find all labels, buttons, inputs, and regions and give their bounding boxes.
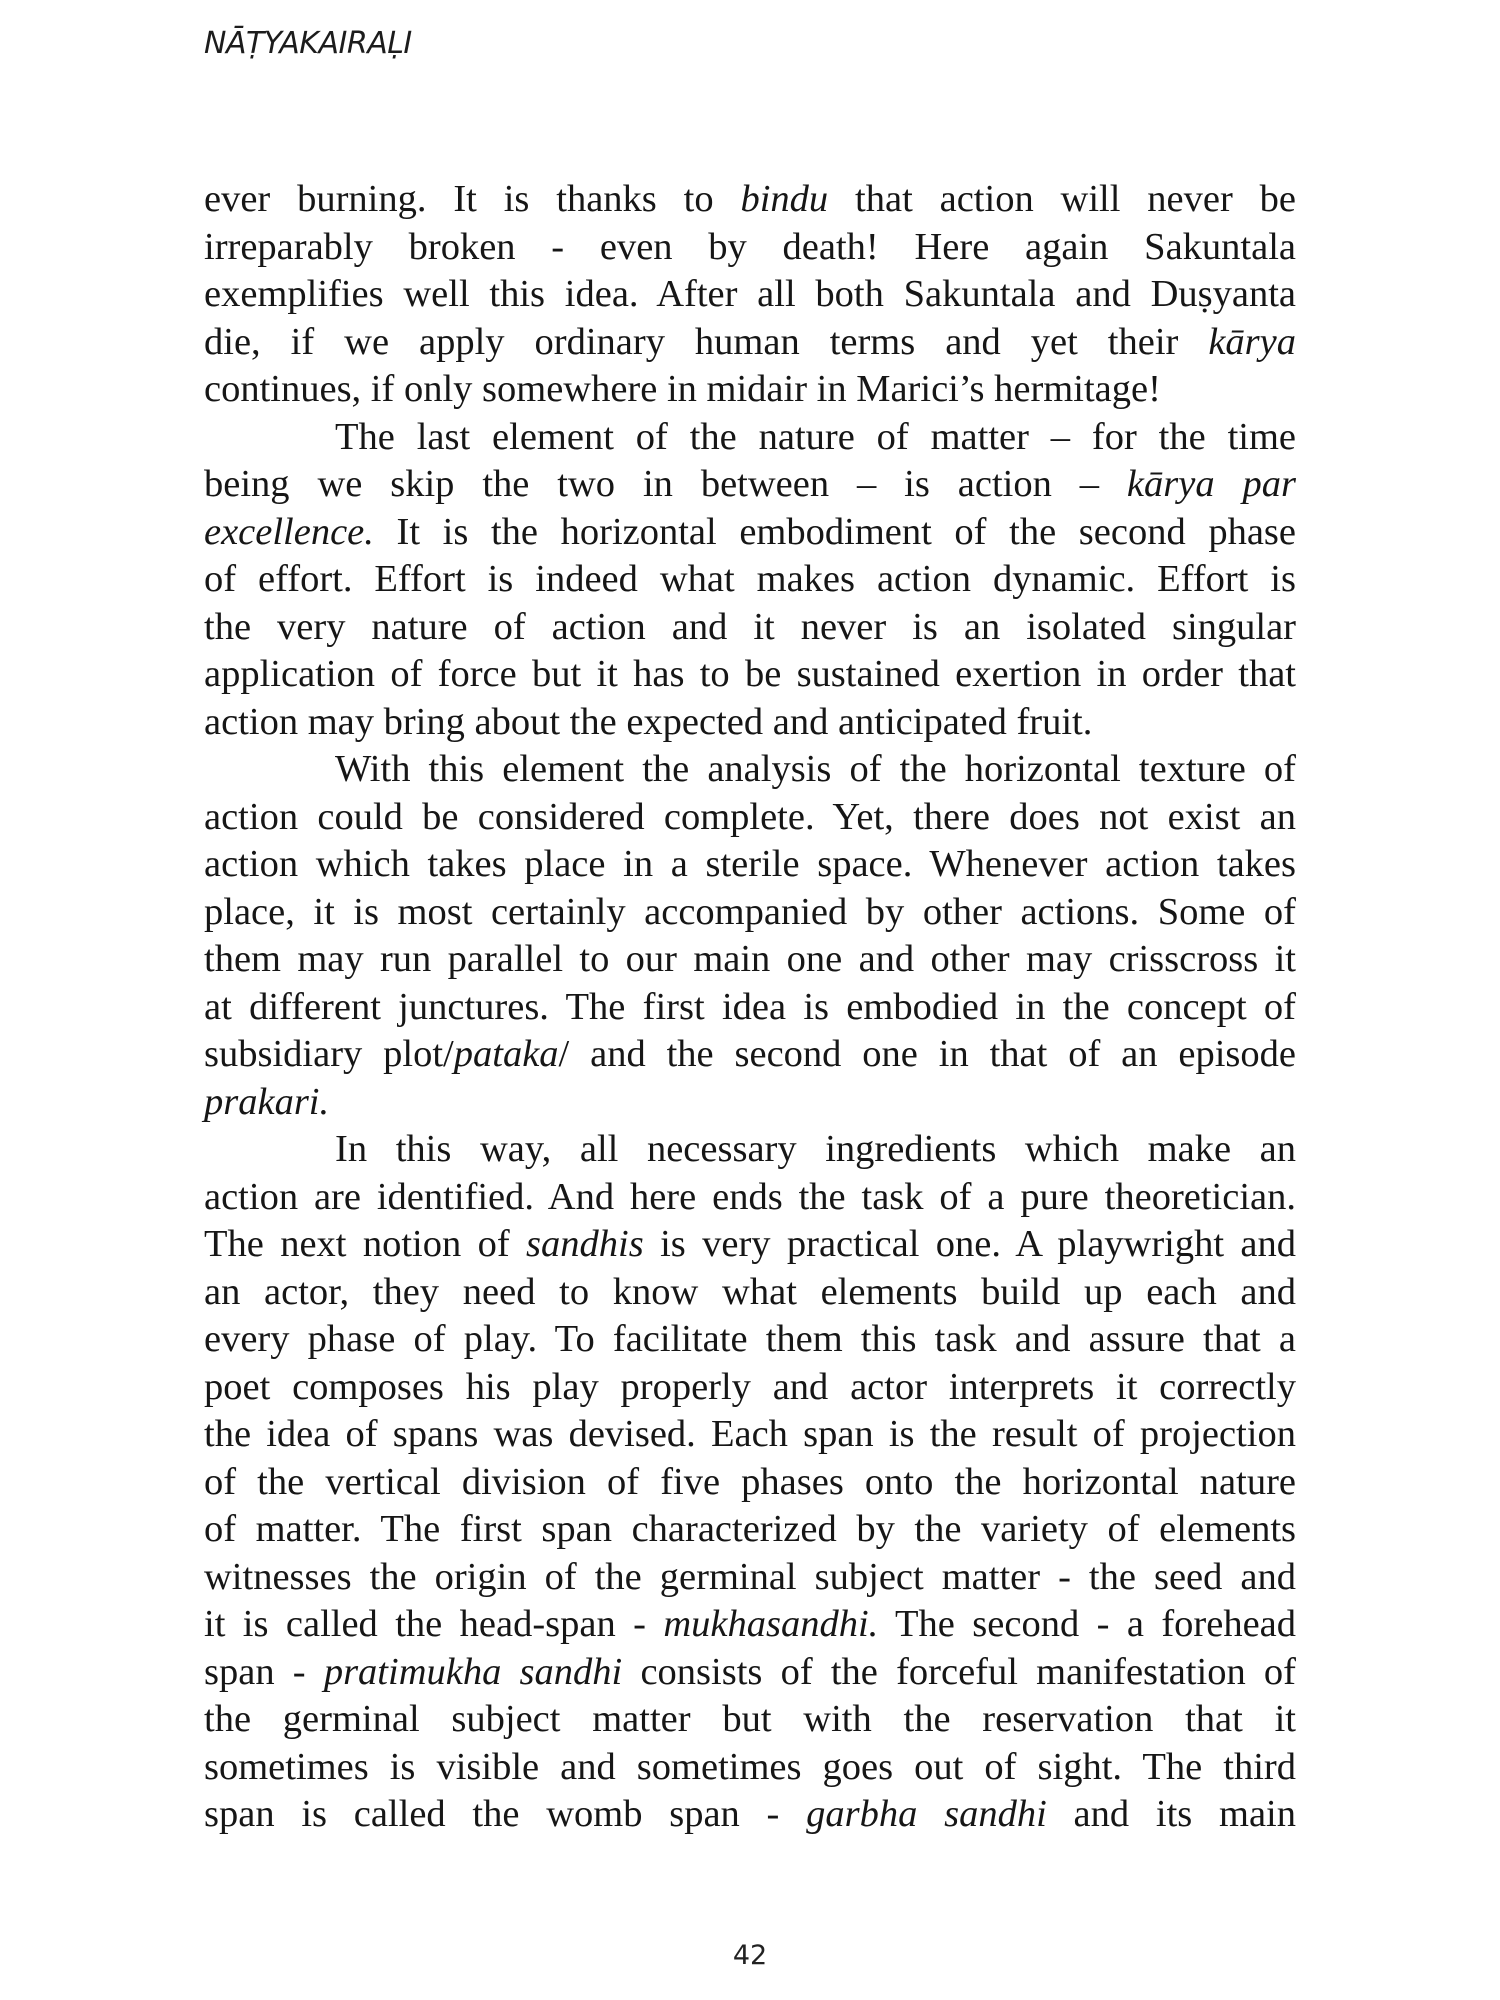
page-number: 42 [732,1940,768,1971]
text-run: The second - a forehead [878,1603,1296,1645]
italic-term: mukhasandhi. [663,1603,879,1645]
paragraph [204,414,1296,747]
text-run: span - [204,1650,324,1693]
text-run: of effort. Effort is indeed what makes action dynamic. Effort is [204,558,1296,600]
text-run: them may run parallel to our main one and other may crisscross it [204,938,1296,980]
text-line [204,1744,1296,1792]
text-line [204,1649,1296,1697]
text-run: sometimes is visible and sometimes goes out of sight. The third [204,1745,1296,1788]
paragraph [204,176,1296,414]
text-run: It is the horizontal embodiment of the second phase [373,510,1296,553]
text-run: every phase of play. To facilitate them this task and assure that a [204,1318,1296,1360]
text-run: the very nature of action and it never is an isolated singular [204,605,1296,648]
text-run: consists of the forceful manifestation of [622,1650,1296,1693]
italic-term: prakari. [204,1080,330,1123]
text-line [204,1221,1296,1269]
text-run: die, if we apply ordinary human terms and yet their [204,320,1209,363]
text-line [204,366,1296,414]
text-line [204,1031,1296,1079]
italic-term: pratimukha sandhi [323,1650,623,1693]
text-line [204,746,1296,794]
paragraph [204,1126,1296,1839]
text-line [204,1364,1296,1412]
text-run: place, it is most certainly accompanied by other actions. Some of [204,890,1296,933]
text-run: at different junctures. The first idea is embodied in the concept of [204,985,1296,1028]
text-line [204,1506,1296,1554]
text-line [204,1316,1296,1364]
text-run: it is called the head-span - [204,1603,664,1645]
text-line [204,1791,1296,1839]
text-line [204,176,1296,224]
text-run: the germinal subject matter but with the reservation that it [204,1698,1296,1740]
text-line [204,1459,1296,1507]
italic-term: kārya [1208,320,1296,363]
text-line [204,271,1296,319]
text-run: witnesses the origin of the germinal subject matter - the seed and [204,1555,1296,1598]
text-line [204,509,1296,557]
text-line [204,651,1296,699]
text-run: exemplifies well this idea. After all both Sakuntala and Duṣyanta [204,273,1296,315]
text-line [204,699,1296,747]
text-line [204,841,1296,889]
italic-term: garbha sandhi [806,1793,1047,1835]
text-run: and its main [1046,1793,1296,1835]
italic-term: kārya par [1126,463,1296,505]
text-line [204,936,1296,984]
text-run: span is called the womb span - [204,1793,807,1835]
text-run: being we skip the two in between – is action – [204,463,1127,505]
text-run: action which takes place in a sterile space. Whenever action takes [204,843,1296,885]
text-run: action are identified. And here ends the task of a pure theoretician. [204,1175,1296,1218]
text-line [204,889,1296,937]
text-run: subsidiary plot/ [204,1033,454,1075]
text-line [204,1269,1296,1317]
text-line [204,1696,1296,1744]
text-line [204,1126,1296,1174]
text-run: The last element of the nature of matter – for the time [335,415,1296,458]
text-line [204,556,1296,604]
text-line [204,794,1296,842]
text-line [204,1411,1296,1459]
italic-term: sandhis [526,1223,644,1265]
text-line [204,414,1296,462]
paragraph [204,746,1296,1126]
text-run: the idea of spans was devised. Each span is the result of projection [204,1413,1296,1455]
text-run: action could be considered complete. Yet, there does not exist an [204,795,1296,838]
text-line [204,1174,1296,1222]
text-line [204,1554,1296,1602]
text-run: / and the second one in that of an episode [558,1033,1296,1075]
text-run: poet composes his play properly and actor interprets it correctly [204,1365,1296,1408]
text-run: continues, if only somewhere in midair in Marici’s hermitage! [204,368,1161,410]
text-line [204,461,1296,509]
text-run: ever burning. It is thanks to [204,178,741,220]
text-line [204,224,1296,272]
text-run: irreparably broken - even by death! Here again Sakuntala [204,225,1296,268]
text-run: In this way, all necessary ingredients which make an [335,1128,1296,1170]
text-run: The next notion of [204,1223,527,1265]
text-line [204,319,1296,367]
text-run: of the vertical division of five phases onto the horizontal nature [204,1460,1296,1503]
text-run: With this element the analysis of the horizontal texture of [335,748,1296,790]
text-line [204,1601,1296,1649]
text-line [204,604,1296,652]
text-run: is very practical one. A playwright and [643,1223,1296,1265]
italic-term: bindu [740,178,829,220]
text-line [204,984,1296,1032]
text-run: action may bring about the expected and anticipated fruit. [204,700,1093,743]
text-run: of matter. The first span characterized by the variety of elements [204,1508,1296,1550]
text-line [204,1079,1296,1127]
text-run: that action will never be [828,178,1296,220]
text-run: an actor, they need to know what elements build up each and [204,1270,1296,1313]
italic-term: excellence. [204,510,374,553]
body-text [204,176,1296,1839]
text-run: application of force but it has to be sustained exertion in order that [204,653,1296,695]
italic-term: pataka [453,1033,559,1075]
running-head-title: NĀṬYAKAIRAḶI [204,26,412,61]
